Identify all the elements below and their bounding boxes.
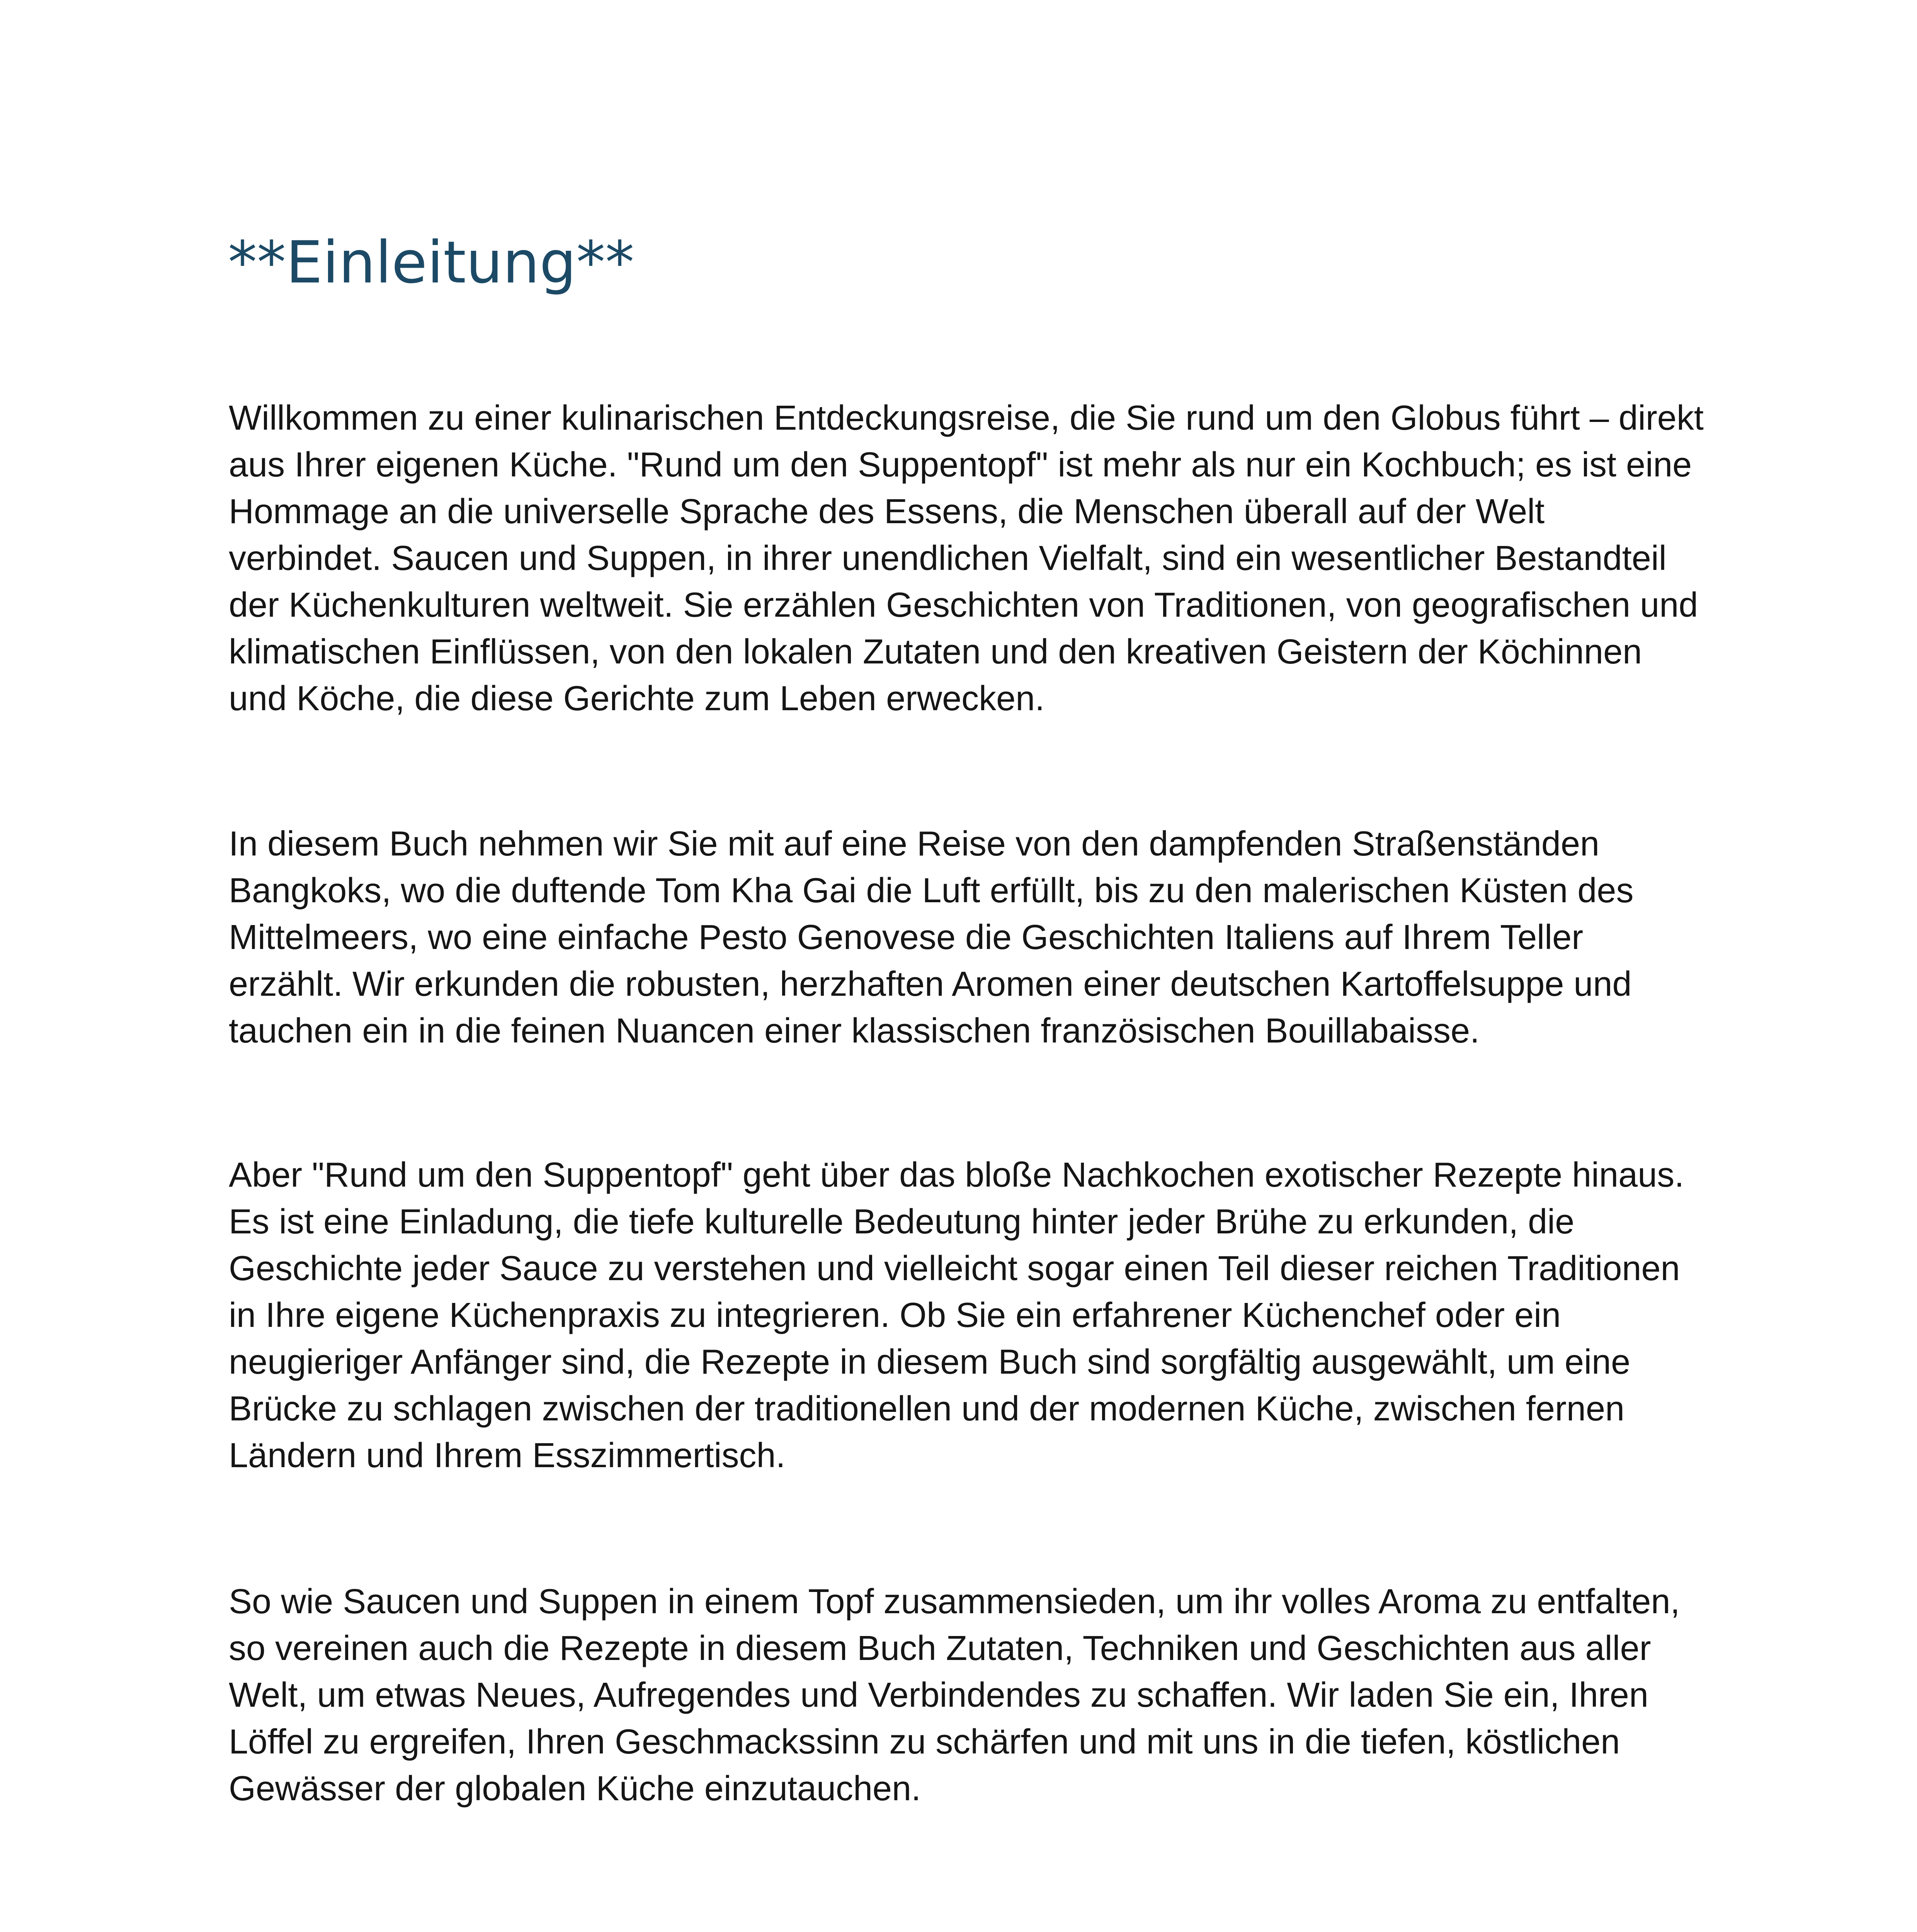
paragraph-journey: In diesem Buch nehmen wir Sie mit auf eine Reise von den dampfenden Straßenständen Bangkoks, wo die duftende Tom Kha Gai die Luft erfüllt, bis zu den malerischen Küsten des Mittelmeers, wo eine einfache Pesto Genovese die Geschichten Italiens auf Ihrem Teller erzählt. Wir erkunden die robusten, herzhaften Aromen einer deutschen Kartoffelsuppe und tauchen ein in die feinen Nuancen einer klassischen französischen Bouillabaisse.: [229, 825, 1634, 1050]
paragraph-invitation: Aber "Rund um den Suppentopf" geht über das bloße Nachkochen exotischer Rezepte hinaus. Es ist eine Einladung, die tiefe kulturelle Bedeutung hinter jeder Brühe zu erkunden, die Geschichte jeder Sauce zu verstehen und vielleicht sogar einen Teil dieser reichen Traditionen in Ihre eigene Küchenpraxis zu integrieren. Ob Sie ein erfahrener Küchenchef oder ein neugieriger Anfänger sind, die Rezepte in diesem Buch sind sorgfältig ausgewählt, um eine Brücke zu schlagen zwischen der traditionellen und der modernen Küche, zwischen fernen Ländern und Ihrem Esszimmertisch.: [229, 1156, 1684, 1475]
section-heading: **Einleitung**: [228, 229, 634, 296]
paragraph-closing: So wie Saucen und Suppen in einem Topf zusammensieden, um ihr volles Aroma zu entfalten, so vereinen auch die Rezepte in diesem Buch Zutaten, Techniken und Geschichten aus aller Welt, um etwas Neues, Aufregendes und Verbindendes zu schaffen. Wir laden Sie ein, Ihren Löffel zu ergreifen, Ihren Geschmackssinn zu schärfen und mit uns in die tiefen, köstlichen Gewässer der globalen Küche einzutauchen.: [229, 1582, 1680, 1808]
paragraph-intro: Willkommen zu einer kulinarischen Entdeckungsreise, die Sie rund um den Globus führt – direkt aus Ihrer eigenen Küche. "Rund um den Suppentopf" ist mehr als nur ein Kochbuch; es ist eine Hommage an die universelle Sprache des Essens, die Menschen überall auf der Welt verbindet. Saucen und Suppen, in ihrer unendlichen Vielfalt, sind ein wesentlicher Bestandteil der Küchenkulturen weltweit. Sie erzählen Geschichten von Traditionen, von geografischen und klimatischen Einflüssen, von den lokalen Zutaten und den kreativen Geistern der Köchinnen und Köche, die diese Gerichte zum Leben erwecken.: [229, 399, 1704, 718]
